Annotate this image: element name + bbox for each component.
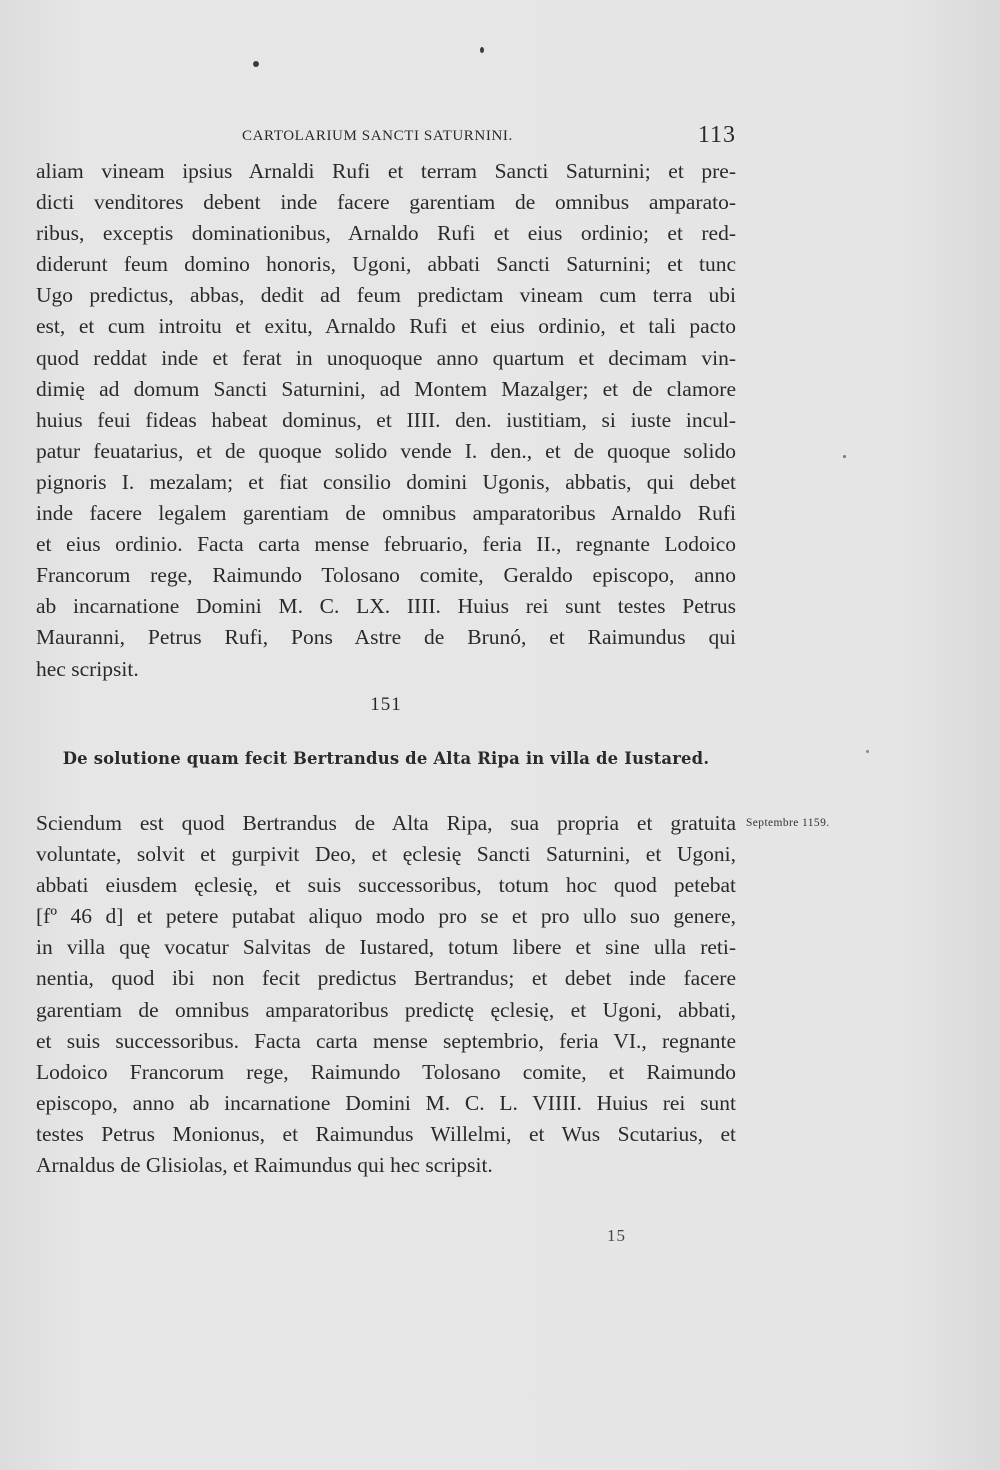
text-line: [fº 46 d] et petere putabat aliquo modo pro se et pro ullo suo genere, [36,904,736,929]
margin-date: Septembre 1159. [746,817,830,829]
charter-heading: De solutione quam fecit Bertrandus de Alta Ripa in villa de Iustared. [62,749,710,768]
ink-speck [866,750,869,753]
text-line: garentiam de omnibus amparatoribus predictę ęclesię, et Ugoni, abbati, [36,997,736,1022]
text-line: inde facere legalem garentiam de omnibus amparatoribus Arnaldo Rufi [36,501,736,526]
text-line: huius feui fideas habeat dominus, et IIII. den. iustitiam, si iuste incul- [36,407,736,432]
text-line: dicti venditores debent inde facere garentiam de omnibus amparato- [36,190,736,215]
text-line: dimię ad domum Sancti Saturnini, ad Montem Mazalger; et de clamore [36,376,736,401]
text-line: Ugo predictus, abbas, dedit ad feum predictam vineam cum terra ubi [36,283,736,308]
text-line: et suis successoribus. Facta carta mense septembrio, feria VI., regnante [36,1028,736,1053]
ink-speck [843,455,846,458]
text-line: Lodoico Francorum rege, Raimundo Tolosano comite, et Raimundo [36,1059,736,1084]
text-line: et eius ordinio. Facta carta mense februario, feria II., regnante Lodoico [36,532,736,557]
page-number: 113 [697,122,736,148]
text-line: Arnaldus de Glisiolas, et Raimundus qui hec scripsit. [36,1153,493,1178]
ink-speck [480,47,484,53]
text-line: testes Petrus Monionus, et Raimundus Willelmi, et Wus Scutarius, et [36,1121,736,1146]
text-line: nentia, quod ibi non fecit predictus Bertrandus; et debet inde facere [36,966,736,991]
text-line: in villa quę vocatur Salvitas de Iustared, totum libere et sine ulla reti- [36,935,736,960]
text-line: ribus, exceptis dominationibus, Arnaldo Rufi et eius ordinio; et red- [36,221,736,246]
text-line: Francorum rege, Raimundo Tolosano comite, Geraldo episcopo, anno [36,563,736,588]
text-line: quod reddat inde et ferat in unoquoque anno quartum et decimam vin- [36,345,736,370]
running-title: CARTOLARIUM SANCTI SATURNINI. [242,128,513,144]
text-line: ab incarnatione Domini M. C. LX. IIII. Huius rei sunt testes Petrus [36,594,736,619]
text-line: Mauranni, Petrus Rufi, Pons Astre de Brunó, et Raimundus qui [36,625,736,650]
text-line: patur feuatarius, et de quoque solido vende I. den., et de quoque solido [36,438,736,463]
text-line: diderunt feum domino honoris, Ugoni, abbati Sancti Saturnini; et tunc [36,252,736,277]
text-line: abbati eiusdem ęclesię, et suis successoribus, totum hoc quod petebat [36,873,736,898]
text-line: episcopo, anno ab incarnatione Domini M. C. L. VIIII. Huius rei sunt [36,1090,736,1115]
text-line: Sciendum est quod Bertrandus de Alta Ripa, sua propria et gratuita [36,811,736,835]
text-line: voluntate, solvit et gurpivit Deo, et ęclesię Sancti Saturnini, et Ugoni, [36,842,736,867]
ink-speck [253,61,259,67]
text-line: aliam vineam ipsius Arnaldi Rufi et terram Sancti Saturnini; et pre- [36,159,736,183]
signature-mark: 15 [607,1226,626,1245]
continued-charter-text [36,156,736,685]
running-head [36,122,736,152]
charter-number: 151 [370,694,402,715]
text-line: est, et cum introitu et exitu, Arnaldo Rufi et eius ordinio, et tali pacto [36,314,736,339]
text-line: hec scripsit. [36,656,139,681]
charter-text [36,808,736,1181]
text-line: pignoris I. mezalam; et fiat consilio domini Ugonis, abbatis, qui debet [36,469,736,494]
